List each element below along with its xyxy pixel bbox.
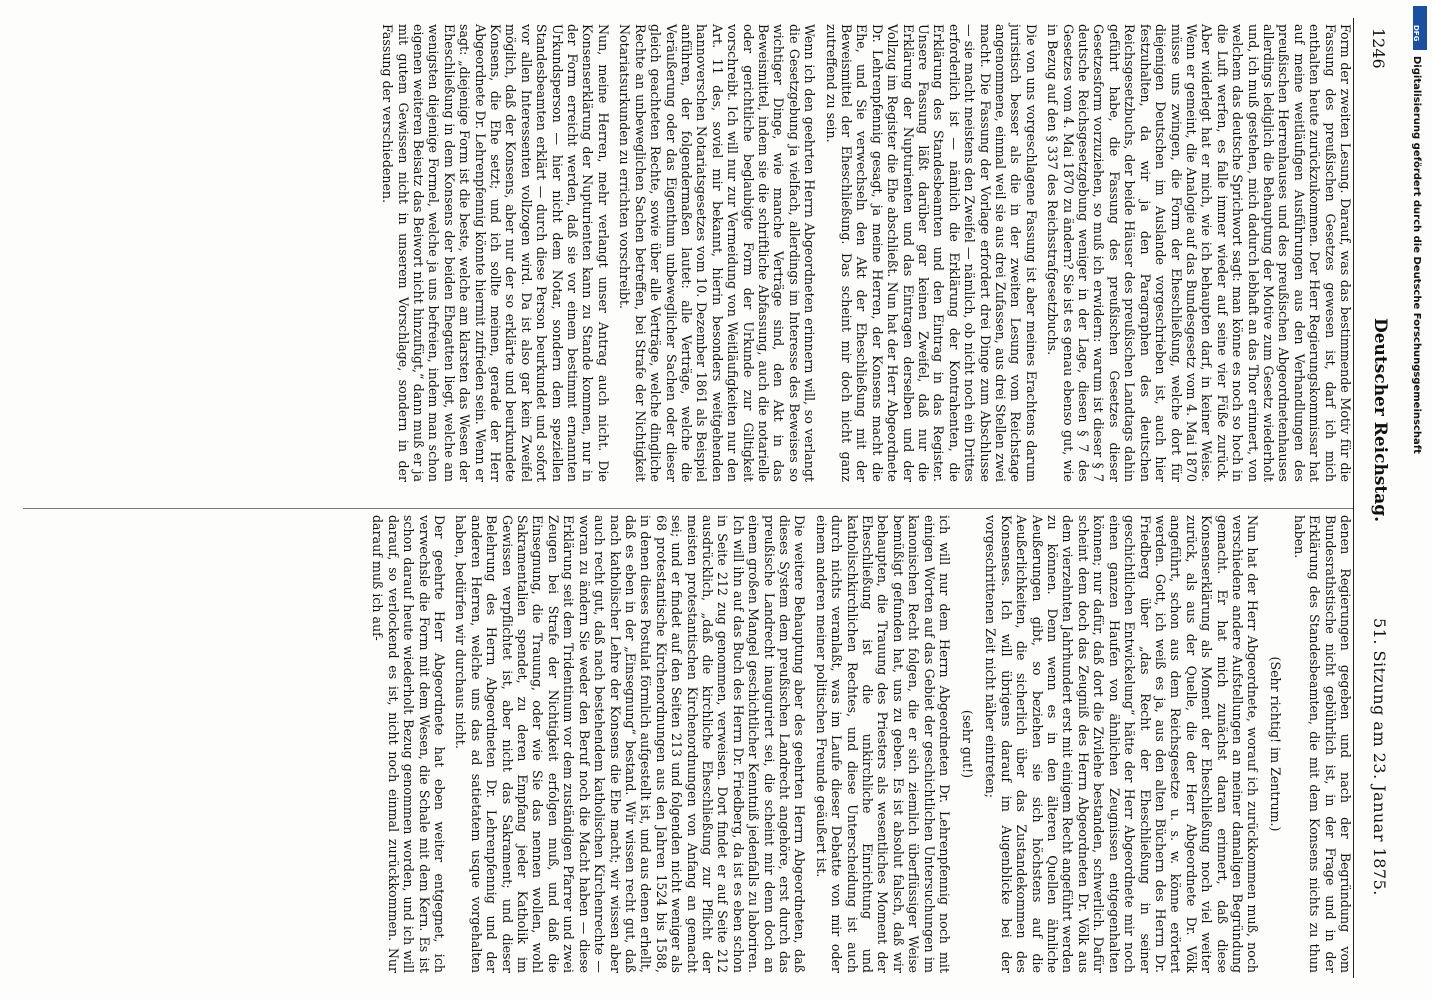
rotated-page [18, 18, 1398, 978]
paragraph: Wenn ich den geehrten Herrn Abgeordneten erinnern will, so verlangt die Gesetzgebung ja vielfach, allerdings im Interesse des Beweises so wichtiger Dinge, wie manche Verträge sind, den Akt in das Beweismittel, indem sie die schriftliche Abfassung, auch die notarielle oder gerichtliche beglaubigte Form der Urkunde zur Giltigkeit vorschreibt. Ich will nur zur Vermeidung von Weitläufigkeiten nur den Art. 11 des, soviel mir bekannt, hierin besonders weitgehenden hannoverschen Notariatsgesetzes vom 10. Dezember 1861 als Beispiel anführen, der folgendermaßen lautet: alle Verträge, welche die Veräußerung oder das Eigenthum unbeweglicher Sachen oder dieser gleich geachteten Rechte, sowie über alle Verträge, welche dingliche Rechte an unbeweglichen Sachen betreffen, bei Strafe der Nichtigkeit Notariatsurkunden zu errichten vorschreibt. [617, 24, 818, 482]
paragraph: Nun, meine Herren, mehr verlangt unser Antrag auch nicht. Die Konsenserklärung der Nupturienten kann zu Stande kommen, nur in der Form erreicht werden, daß sie vor einem bestimmt ernannten Urkundsperson — hier nicht dem Notar, sondern dem speziellen Standesbeamten erklärt — durch diese Person beurkundet und sofort vor allen Interessenten vollzogen wird. Da ist also gar kein Zweifel möglich, daß der Konsens, aber nur der so erklärte und beurkundete Konsens, die Ehe setzt; und ich sollte meinen, gerade der Herr Abgeordnete Dr. Lehrenpfennig könnte hiermit zufrieden sein. Wenn er sagt: „diejenige Form ist die beste, welche am klarsten das Wesen der Eheschließung in dem Konsens der beiden Ehegatten liegt, welche am wenigsten diejenige Formel, welche ja uns befreien, indem man schon eigenen weiteren Beisatz das Beiwort nicht hinzufügt,“ dann muß er ja mit gutem Gewissen nicht in unserem Vorschlage, sondern in der Fassung der verschiedenen. [380, 24, 611, 482]
page-title: Deutscher Reichstag. [1370, 318, 1390, 523]
text-columns [23, 18, 1354, 978]
paragraph: Der geehrte Herr Abgeordnete hat eben weiter entgegnet, ich verwechsle die Form mit dem Wesen, die Schale mit dem Kern. Es ist schon darauf heute wiederholt Bezug genommen worden, und ich will darauf, so verlockend es ist, nicht noch einmal zurückkommen. Nur darauf muß ich auf- [370, 515, 448, 973]
column-right [23, 508, 1353, 979]
interjection: (sehr gut!) [960, 709, 976, 779]
page-header [1358, 18, 1398, 978]
paragraph: Nun hat der Herr Abgeordnete, worauf ich zurückkommen muß, noch verschiedene andere Aufstellungen an meiner damaligen Begründung gemacht. Er hat mich zunächst daran erinnert, daß diese Konsenserklärung als Moment der Eheschließung noch viel weiter zurück, als aus der Quelle, die der Herr Abgeordnete Dr. Völk angeführt, schon aus dem Reichsgesetze u. s. w. könne erörtert werden. Gott, ich weiß es ja, aus den alten Büchern des Herrn Dr. Friedberg über „das Recht der Eheschließung in seiner geschichtlichen Entwickelung“ hätte der Herr Abgeordnete mir noch einen ganzen Haufen von ähnlichen Zeugnissen entgegenhalten können; nur dafür, daß dort die Zivilehe bestanden, schwerlich. Dafür scheint dem doch das Zeugniß des Herrn Abgeordneten Dr. Völk aus dem vierzehnten Jahrhundert erst mit einigem Recht angeführt werden zu können. Denn wenn es in den älteren Quellen ähnliche Aeußerungen gibt, so beziehen sie sich höchstens auf die Aeußerlichkeiten, die sicherlich über das Zustandekommen des Konsenses. Ich will übrigens darauf im Augenblicke bei der vorgeschrittenen Zeit nicht näher eintreten; [983, 515, 1261, 973]
paragraph: Die weitere Behauptung aber des geehrten Herrn Abgeordneten, daß dieses System dem preußischen Landrecht angehöre, erst durch das preußische Landrecht inauguriert sei, die scheint mir denn doch an einem großen Mangel geschichtlicher Kenntniß jedenfalls zu laboriren. Ich will ihn auf das Buch des Herrn Dr. Friedberg, da ist es eben schon in Seite 212 zug genommen, verweisen. Dort findet er auf Seite 212 ausdrücklich, „daß die kirchliche Eheschließung zur Pflicht der meisten protestantischen Kirchenordnungen von Anfang an gemacht sei; und er findet auf den Seiten 213 und folgenden nicht weniger als 68 protestantische Kirchenordnungen aus den Jahren 1524 bis 1588, in denen dieses Postulat förmlich aufgestellt ist, und aus denen erhellt, daß es eben in der „Einsegnung“ bestand. Wir wissen recht gut, daß nach katholischer Lehre der Konsens die Ehe macht; wir wissen aber auch recht gut, daß nach bestehendem katholischen Kirchenrechte — woran zu ändern Sie weder den Beruf noch die Macht haben — diese Erklärung seit dem Tridentinum vor dem zuständigen Pfarrer und zwei Zeugen bei Strafe der Nichtigkeit erfolgen muß, und daß die Einsegnung, die Trauung, oder wie Sie das nennen wollen, wohl Sakramentalien spendet, zu deren Empfang jeder Katholik im Gewissen verpflichtet ist, aber nicht das Sakrament; und dieser Belehrung des Herrn Abgeordneten Dr. Lehrenpfennig und der anderen Herren, welche uns das ad satietatem usque vorgehalten haben, bedürfen wir durchaus nicht. [453, 515, 808, 973]
column-left [23, 18, 1353, 488]
dfg-logo-text: DFG [1412, 25, 1420, 42]
paragraph: Die von uns vorgeschlagene Fassung ist aber meines Erachtens darum juristisch besser als die in der zweiten Lesung vom Reichstage angenommene, einmal weil sie aus drei Zufassen, aus drei Stellen zwei macht. Die Fassung der Vorlage erfordert drei Dinge zum Abschlusse — sie macht meistens den Zweifel — nämlich, ob nicht noch ein Drittes erforderlich ist — nämlich die Erklärung der Kontrahenten, die Erklärung des Standesbeamten und den Eintrag in das Register. Unsere Fassung läßt darüber gar keinen Zweifel, daß nur die Erklärung der Nupturienten und das Eintragen derselben und der Vollzug im Register die Ehe abschließt. Nun hat der Herr Abgeordnete Dr. Lehrenpfennig gesagt, ja meine Herren, der Konsens macht die Ehe, und Sie verwechseln den Akt der Eheschließung mit der Beweismittel der Eheschließung. Das scheint mir doch nicht ganz zutreffend zu sein. [823, 24, 1039, 482]
paragraph: denen Regierungen gegeben und nach der Begründung vom Bundesrathstische nicht gebührlich ist, in der Frage und in der Erklärung des Standesbeamten, die mit dem Konsens nichts zu thun haben. [1291, 515, 1353, 973]
paragraph: ich will nur dem Herrn Abgeordneten Dr. Lehrenpfennig noch mit einigen Worten auf das Gebiet der geschichtlichen Untersuchungen im kanonischen Recht folgen, die er sich ziemlich überflüssiger Weise bemüßigt gefunden hat, uns zu geben. Es ist absolut falsch, daß wir behaupten, die Trauung des Priesters als wesentliches Moment der Eheschließung ist die unkirchliche Einrichtung und katholischkirchlichen Rechtes, und diese Unterscheidung ist auch durch nichts veranlaßt, was im Laufe dieser Debatte von mir oder einem anderen meiner politischen Freunde geäußert ist. [813, 515, 953, 973]
session-date: 51. Sitzung am 23. Januar 1875. [1370, 618, 1389, 896]
interjection: (Sehr richtig! im Zentrum.) [1268, 656, 1284, 832]
page-number: 1246 [1369, 28, 1388, 69]
paragraph: Form der zweiten Lesung. Darauf, was das bestimmende Motiv für die Fassung des preußischen Gesetzes gewesen ist, darf ich mich enthalten heute zurückzukommen. Der Herr Regierungskommissar hat auf meine weitläufigen Ausführungen aus den Verhandlungen des preußischen Herrenhauses und des preußischen Abgeordnetenhauses allerdings lediglich die Behauptung der Motive zum Gesetz wiederholt und, ich muß gestehen, mich dadurch lebhaft an das Thor erinnert, von welchem das deutsche Sprichwort sagt: man könne es noch so hoch in die Luft werfen, es falle immer wieder auf seine vier Füße zurück. Aber widerlegt hat er mich, wie ich behaupten darf, in keiner Weise. Wenn er gemeint, die Analogie auf das Bundesgesetz vom 4. Mai 1870 müsse uns zwingen, die Form der Eheschließung, welche dort für diejenigen Deutschen im Auslande vorgeschrieben ist, auch hier festzuhalten, da wir ja den Paragraphen des deutschen Reichsgesetzbuchs, der beide Häuser des preußischen Landtags dahin geführt habe, die Fassung des preußischen Gesetzes dieser Gesetzesform vorzuziehen, so muß ich erwidern: warum ist dieser § 7 deutsche Reichsgesetzgebung weniger in der Lage, diesen § 7 des Gesetzes vom 4. Mai 1870 zu ändern? Sie ist es genau ebenso gut, wie in Bezug auf den § 337 des Reichsstrafgesetzbuchs. [1045, 24, 1353, 482]
digitization-credit: Digitalisierung gefördert durch die Deutsche Forschungsgemeinschaft [1411, 56, 1422, 454]
